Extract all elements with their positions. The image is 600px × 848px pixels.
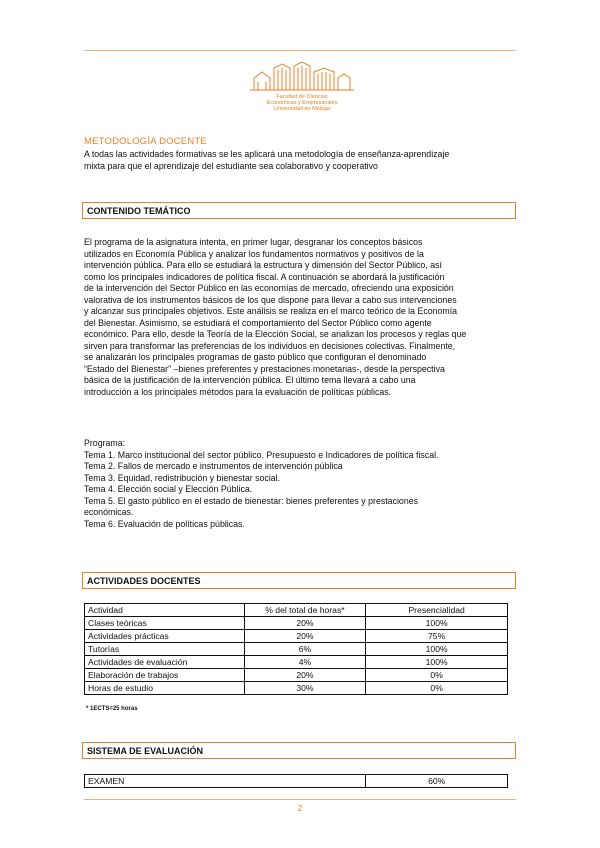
logo-line-1: Facultad de Ciencias: [276, 94, 328, 100]
table-cell: 60%: [366, 775, 508, 788]
metodologia-title: METODOLOGÍA DOCENTE: [84, 136, 207, 147]
contenido-text: [84, 237, 516, 398]
contenido-line: introducción a los principales métodos para la evaluación de políticas públicas.: [84, 386, 392, 397]
programa-list: [84, 438, 516, 530]
table-cell: 4%: [244, 656, 366, 669]
table-header-cell: Presencialidad: [366, 604, 508, 617]
contenido-line: y alcanzar sus principales objetivos. Este análisis se realiza en el marco teórico de la Economía: [84, 306, 458, 316]
contenido-heading: [82, 202, 516, 219]
actividades-title: ACTIVIDADES DOCENTES: [87, 576, 201, 586]
contenido-title: CONTENIDO TEMÁTICO: [87, 206, 191, 216]
table-cell: 6%: [244, 643, 366, 656]
logo-line-2: Económicas y Empresariales: [266, 100, 338, 106]
table-cell: 20%: [244, 669, 366, 682]
table-row: [85, 656, 508, 669]
contenido-line: “Estado del Bienestar” –bienes preferentes y prestaciones monetarias-, desde la perspectiva: [84, 363, 445, 374]
tema-item: económicas.: [84, 507, 134, 517]
table-header-cell: Actividad: [85, 604, 245, 617]
page-number: 2: [297, 804, 303, 813]
table-cell: Actividades prácticas: [85, 630, 245, 643]
metodologia-line: A todas las actividades formativas se les aplicará una metodología de enseñanza-aprendizaje: [84, 149, 450, 159]
tema-item: Tema 3. Equidad, redistribución y bienestar social.: [84, 472, 281, 483]
table-cell: 30%: [244, 682, 366, 695]
evaluacion-title: SISTEMA DE EVALUACIÓN: [87, 746, 204, 756]
tema-item: Tema 4. Elección social y Elección Pública.: [84, 484, 253, 494]
table-row: [85, 775, 508, 788]
table-cell: 100%: [366, 643, 508, 656]
table-row: [85, 643, 508, 656]
footer-rule: [84, 799, 516, 800]
table-header-row: [85, 604, 508, 617]
table-header-cell: % del total de horas*: [244, 604, 366, 617]
table-cell: 20%: [244, 617, 366, 630]
table-cell: 20%: [244, 630, 366, 643]
tema-item: Tema 2. Fallos de mercado e instrumentos de intervención pública: [84, 461, 343, 471]
metodologia-text: [84, 149, 516, 172]
table-cell: Horas de estudio: [85, 682, 245, 695]
contenido-line: El programa de la asignatura intenta, en primer lugar, desgranar los conceptos básicos: [84, 237, 423, 247]
table-cell: EXAMEN: [85, 775, 366, 788]
table-cell: Actividades de evaluación: [85, 656, 245, 669]
evaluacion-table: [84, 774, 508, 788]
programa-label: Programa:: [84, 438, 126, 448]
tema-item: Tema 5. El gasto público en el estado de bienestar: bienes preferentes y prestaciones: [84, 495, 418, 506]
actividades-heading: [82, 572, 516, 589]
table-row: [85, 617, 508, 630]
header-rule: [84, 50, 516, 51]
contenido-line: básica de la justificación de la intervención pública. El último tema llevará a cabo una: [84, 375, 416, 385]
building-icon: [246, 58, 358, 94]
contenido-line: intervención pública. Para ello se estudiará la estructura y dimensión del Sector Público, así: [84, 260, 442, 270]
contenido-line: valorativa de los instrumentos básicos de los que dispone para llevar a cabo sus intervenciones: [84, 294, 457, 305]
contenido-line: económico. Para ello, desde la Teoría de la Elección Social, se analizan los procesos y reglas que: [84, 329, 467, 339]
ects-note: * 1ECTS=25 horas: [86, 706, 138, 712]
metodologia-line: mixta para que el aprendizaje del estudiante sea colaborativo y cooperativo: [84, 160, 378, 171]
tema-item: Tema 6. Evaluación de políticas públicas.: [84, 518, 245, 529]
logo-line-3: Universidad de Málaga: [273, 106, 331, 112]
table-cell: 75%: [366, 630, 508, 643]
table-cell: 100%: [366, 656, 508, 669]
table-cell: Clases teóricas: [85, 617, 245, 630]
table-row: [85, 669, 508, 682]
contenido-line: sirven para transformar las preferencias de los individuos en decisiones colectivas. Finalmente,: [84, 340, 456, 351]
table-cell: 100%: [366, 617, 508, 630]
evaluacion-heading: [82, 742, 516, 759]
table-cell: 0%: [366, 669, 508, 682]
table-cell: Elaboración de trabajos: [85, 669, 245, 682]
contenido-line: de la intervención del Sector Público en las economías de mercado, ofreciendo una exposición: [84, 283, 454, 293]
table-row: [85, 630, 508, 643]
table-row: [85, 682, 508, 695]
tema-item: Tema 1. Marco institucional del sector público. Presupuesto e Indicadores de política fiscal.: [84, 449, 439, 460]
faculty-logo: [246, 58, 358, 112]
contenido-line: del Bienestar. Asimismo, se estudiará el comportamiento del Sector Público como agente: [84, 317, 432, 328]
table-cell: Tutorías: [85, 643, 245, 656]
contenido-line: como los principales indicadores de política fiscal. A continuación se abordará la justificación: [84, 271, 445, 282]
table-cell: 0%: [366, 682, 508, 695]
contenido-line: se analizarán los principales programas de gasto público que configuran el denominado: [84, 352, 427, 362]
actividades-table: [84, 603, 508, 695]
contenido-line: utilizados en Economía Pública y analizar los fundamentos normativos y positivos de la: [84, 248, 424, 259]
